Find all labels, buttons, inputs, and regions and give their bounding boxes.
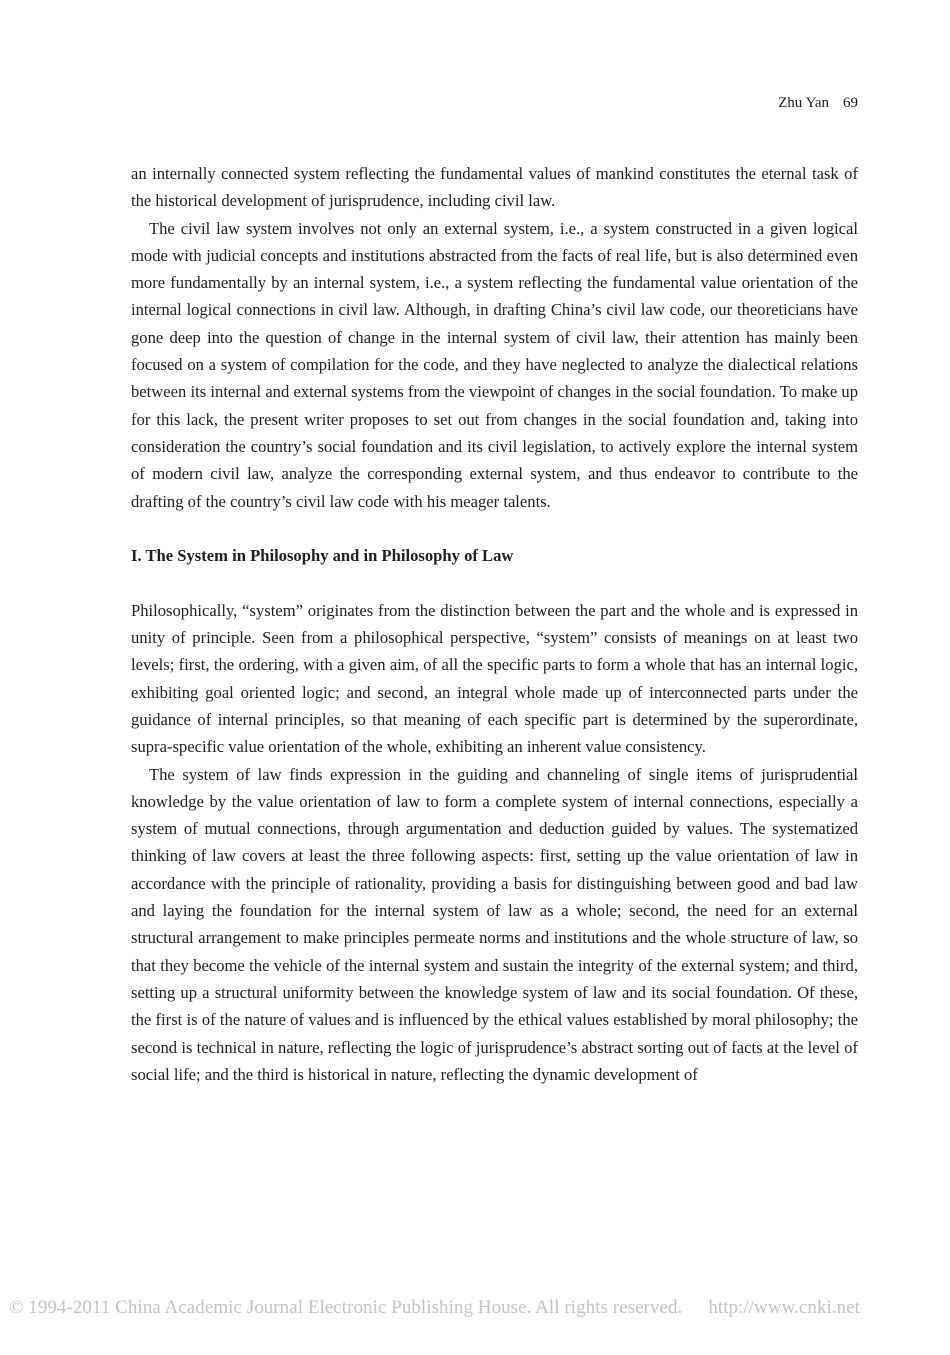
running-head: [778, 93, 858, 113]
copyright-watermark: [9, 1296, 860, 1320]
paragraph-system-of-law: The system of law finds expression in the guiding and channeling of single items of jurisprudential knowledge by the value orientation of law to form a complete system of internal connections, especially a system of mutual connections, through argumentation and deduction guided by values. The systematized thinking of law covers at least the three following aspects: first, setting up the value orientation of law in accordance with the principle of rationality, providing a basis for distinguishing between good and bad law and laying the foundation for the internal system of law as a whole; second, the need for an external structural arrangement to make principles permeate norms and institutions and the whole structure of law, so that they become the vehicle of the internal system and sustain the integrity of the external system; and third, setting up a structural uniformity between the knowledge system of law and its social foundation. Of these, the first is of the nature of values and is influenced by the ethical values established by moral philosophy; the second is technical in nature, reflecting the logic of jurisprudence’s abstract sorting out of facts at the level of social life; and the third is historical in nature, reflecting the dynamic development of: [131, 764, 858, 1084]
paragraph-philosophy-system: Philosophically, “system” originates from the distinction between the part and the whole and is expressed in unity of principle. Seen from a philosophical perspective, “system” consists of meanings on at least two levels; first, the ordering, with a given aim, of all the specific parts to form a whole that has an internal logic, exhibiting goal oriented logic; and second, an integral whole made up of interconnected parts under the guidance of internal principles, so that meaning of each specific part is determined by the superordinate, supra-specific value orientation of the whole, exhibiting an inherent value consistency.: [131, 600, 858, 757]
section-heading: I. The System in Philosophy and in Philosophy of Law: [131, 546, 514, 566]
running-head-author: Zhu Yan: [778, 95, 829, 111]
article-body: [131, 160, 858, 1088]
page-number: 69: [843, 95, 858, 111]
publisher-url: http://www.cnki.net: [708, 1297, 861, 1318]
copyright-text: © 1994-2011 China Academic Journal Electronic Publishing House. All rights reserved.: [9, 1297, 683, 1318]
paragraph-civil-law-system: The civil law system involves not only an external system, i.e., a system constructed in a given logical mode with judicial concepts and institutions abstracted from the facts of real life, but is also determined even more fundamentally by an internal system, i.e., a system reflecting the fundamental value orientation of the internal logical connections in civil law. Although, in drafting China’s civil law code, our theoreticians have gone deep into the question of change in the internal system of civil law, their attention has mainly been focused on a system of compilation for the code, and they have neglected to analyze the dialectical relations between its internal and external systems from the viewpoint of changes in the social foundation. To make up for this lack, the present writer proposes to set out from changes in the social foundation and, taking into consideration the country’s social foundation and its civil legislation, to actively explore the internal system of modern civil law, analyze the corresponding external system, and thus endeavor to contribute to the drafting of the country’s civil law code with his meager talents.: [131, 218, 858, 511]
paragraph-continued: an internally connected system reflecting the fundamental values of mankind constitutes the eternal task of the historical development of jurisprudence, including civil law.: [131, 164, 858, 211]
